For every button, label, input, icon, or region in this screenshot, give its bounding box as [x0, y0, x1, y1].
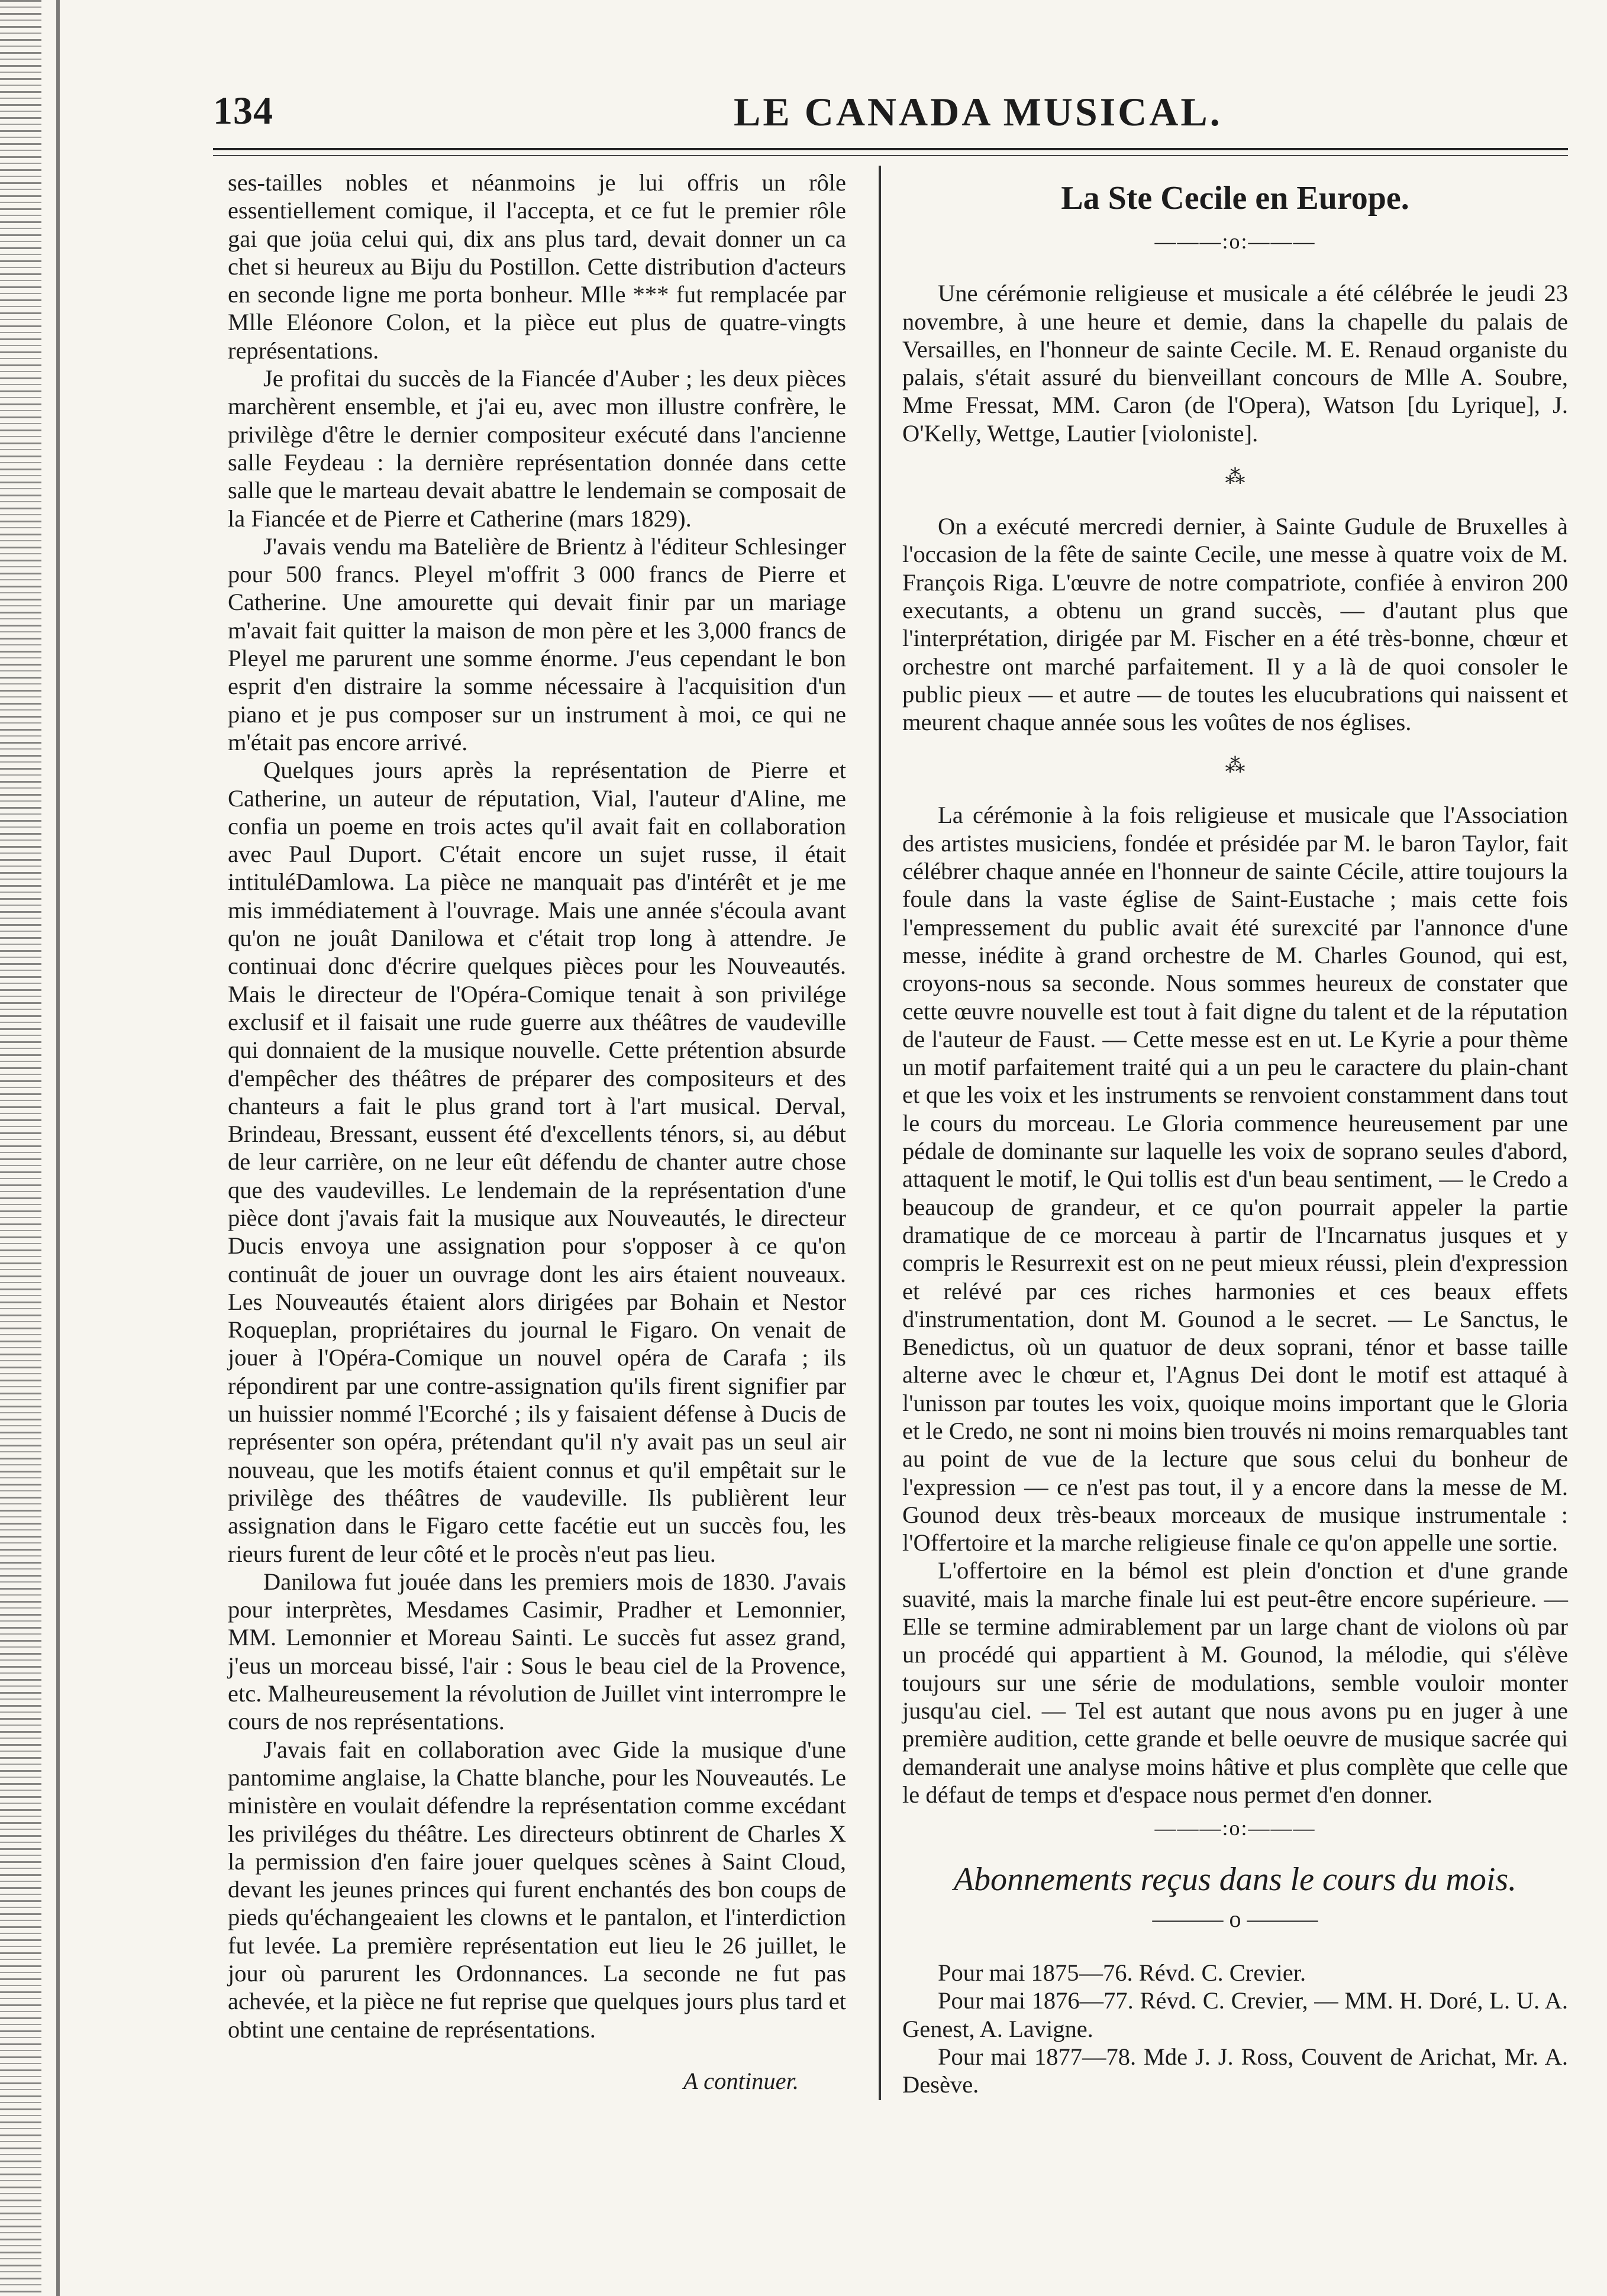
asterism: ⁂ — [1225, 755, 1245, 777]
subscription-entry: Pour mai 1875—76. Révd. C. Crevier. — [938, 1959, 1306, 1987]
subscription-entry: Pour mai 1877—78. Mde J. J. Ross, Couvent de Arichat, Mr. A. Desève. — [902, 2043, 1568, 2098]
paragraph: Je profitai du succès de la Fiancée d'Auber ; les deux pièces marchèrent ensemble, et j'ai eu, avec mon illustre confrère, le privilège d'être le dernier compositeur exécuté dans l'ancienne salle Feydeau : la dernière représentation donnée dans cette salle que le marteau devait abattre le lendemain se composait de la Fiancée et de Pierre et Catherine (mars 1829). — [228, 365, 846, 532]
subscription-entry: Pour mai 1876—77. Révd. C. Crevier, — MM. H. Doré, L. U. A. Genest, A. Lavigne. — [902, 1987, 1568, 2042]
paragraph: ses-tailles nobles et néanmoins je lui offris un rôle essentiellement comique, il l'accepta, et ce fut le premier rôle gai que joüa celui qui, dix ans plus tard, devait donner un ca chet si heureux au Biju du Postillon. Cette distribution d'acteurs en seconde ligne me porta bonheur. Mlle *** fut remplacée par Mlle Eléonore Colon, et la pièce eut plus de quatre-vingts représentations. — [228, 169, 846, 364]
paragraph: L'offertoire en la bémol est plein d'onction et d'une grande suavité, mais la marche finale lui est peut-être encore supérieure. — Elle se termine admirablement par un large chant de violons où par un procédé qui appartient à M. Gounod, la mélodie, qui s'élève toujours sur une série de modulations, semble vouloir monter jusqu'au ciel. — Tel est autant que nous avons pu en juger à une première audition, cette grande et belle oeuvre de musique sacrée qui demanderait une analyse moins hâtive et plus complète que celle que le défaut de temps et d'espace nous permet d'en donner. — [902, 1557, 1568, 1808]
page-number: 134 — [213, 89, 273, 133]
running-head — [213, 89, 1574, 136]
subscriptions-separator: ——— o ——— — [1152, 1905, 1318, 1932]
article-title: La Ste Cecile en Europe. — [1061, 180, 1409, 217]
journal-title: LE CANADA MUSICAL. — [734, 89, 1222, 134]
paragraph: J'avais fait en collaboration avec Gide la musique d'une pantomime anglaise, la Chatte blanche, pour les Nouveautés. Le ministère en voulait défendre la représentation comme excédant les priviléges du théâtre. Les directeurs obtinrent de Charles X la permission d'en faire jouer quelques scènes à Saint Cloud, devant les jeunes princes qui furent enchantés des bon coups de pieds qu'échangeaient les clowns et le pantalon, et l'interdiction fut levée. La première représentation eut lieu le 26 juillet, le jour où parurent les Ordonnances. La seconde ne fut pas achevée, et la pièce ne fut reprise que quelques jours plus tard et obtint une centaine de représentations. — [228, 1736, 846, 2043]
scan-binding-line — [56, 0, 60, 2296]
separator: ———:o:——— — [1154, 230, 1316, 253]
paragraph: La cérémonie à la fois religieuse et musicale que l'Association des artistes musiciens, fondée et présidée par M. le baron Taylor, fait célébrer chaque année en l'honneur de sainte Cécile, attire toujours la foule dans la vaste église de Saint-Eustache ; mais cette fois l'empressement du public avait été surexcité par l'annonce d'une messe, inédite à grand orchestre de M. Charles Gounod, qui est, croyons-nous sa seconde. Nous sommes heureux de constater que cette œuvre nouvelle est tout à fait digne du talent et de la réputation de l'auteur de Faust. — Cette messe est en ut. Le Kyrie a pour thème un motif parfaitement traité qui a un peu le caractere du plain-chant et que les voix et les instruments se renvoient constamment dans tout le cours du morceau. Le Gloria commence heureusement par une pédale de dominante sur laquelle les voix de soprano seules d'abord, attaquent le motif, le Qui tollis est d'un beau sentiment, — le Credo a beaucoup de grandeur, et ce qu'on pourrait appeler la partie dramatique de ce morceau à partir de l'Incarnatus jusques et y compris le Resurrexit est on ne peut mieux réussi, plein d'expression et relévé par ces riches harmonies et ces beaux effets d'instrumentation, dont M. Gounod a le secret. — Le Sanctus, le Benedictus, où un quatuor de deux soprani, ténor et basse taille alterne avec le chœur et, l'Agnus Dei dont le motif est attaqué à l'unisson par toutes les voix, quoique moins important que le Gloria et le Credo, ne sont ni moins bien trouvés ni moins remarquables tant au point de vue de la lecture que sous celui du bonheur de l'expression — ce n'est pas tout, il y a encore dans la messe de M. Gounod deux très-beaux morceaux de musique instrumentale : l'Offertoire et la marche religieuse finale ce qu'on appelle une sortie. — [902, 802, 1568, 1556]
paragraph: Une cérémonie religieuse et musicale a été célébrée le jeudi 23 novembre, à une heure et demie, dans la chapelle du palais de Versailles, en l'honneur de sainte Cecile. M. E. Renaud organiste du palais, s'était assuré du bienveillant concours de Mlle A. Soubre, Mme Fressat, MM. Caron (de l'Opera), Watson [du Lyrique], J. O'Kelly, Wettge, Lautier [violoniste]. — [902, 280, 1568, 447]
paragraph: J'avais vendu ma Batelière de Brientz à l'éditeur Schlesinger pour 500 francs. Pleyel m'offrit 3 000 francs de Pierre et Catherine. Une amourette qui devait finir par un mariage m'avait fait quitter la maison de mon père et les 3,000 francs de Pleyel me parurent une somme énorme. J'eus cependant le bon esprit d'en distraire la somme nécessaire à l'acquisition d'un piano et je pus composer sur un instrument à moi, ce qui ne m'était pas encore arrivé. — [228, 532, 846, 755]
paragraph: On a exécuté mercredi dernier, à Sainte Gudule de Bruxelles à l'occasion de la fête de sainte Cecile, une messe à quatre voix de M. François Riga. L'œuvre de notre compatriote, confiée à environ 200 executants, a obtenu un grand succès, — d'autant plus que l'interprétation, dirigée par M. Fischer en a été très-bonne, chœur et orchestre ont marché parfaitement. Il y a là de quoi consoler le public pieux — et autre — de toutes les elucubrations qui naissent et meurent chaque année sous les voûtes de nos églises. — [902, 513, 1568, 736]
paragraph: Quelques jours après la représentation de Pierre et Catherine, un auteur de réputation, Vial, l'auteur d'Aline, me confia un poeme en trois actes qu'il avait fait en collaboration avec Paul Duport. C'était encore un sujet russe, il était intituléDamlowa. La pièce ne manquait pas d'intérêt et je me mis immédiatement à l'ouvrage. Mais une année s'écoula avant qu'on ne jouât Danilowa et c'était trop long à attendre. Je continuai donc d'écrire quelques pièces pour les Nouveautés. Mais le directeur de l'Opéra-Comique tenait à son privilége exclusif et il faisait une rude guerre aux théâtres de vaudeville qui donnaient de la musique nouvelle. Cette prétention absurde d'empêcher des théâtres de préparer des compositeurs et des chanteurs a fait le plus grand tort à l'art musical. Derval, Brindeau, Bressant, eussent été d'excellents ténors, si, au début de leur carrière, on ne leur eût défendu de chanter autre chose que des vaudevilles. Le lendemain de la représentation d'une pièce dont j'avais fait la musique aux Nouveautés, le directeur Ducis envoya une assignation pour s'opposer à ce qu'on continuât de jouer un ouvrage dont les airs étaient nouveaux. Les Nouveautés étaient alors dirigées par Bohain et Nestor Roqueplan, propriétaires du journal le Figaro. On venait de jouer à l'Opéra-Comique un nouvel opéra de Carafa ; ils répondirent par une contre-assignation qu'ils firent signifier par un huissier nommé l'Ecorché ; ils y faisaient défense à Ducis de représenter son opéra, prétendant qu'il n'y avait pas un seul air nouveau, que les motifs étaient connus et qu'il empêtait sur le privilège des théâtres de vaudeville. Ils publièrent leur assignation dans le Figaro cette facétie eut un succès fou, les rieurs furent de leur côté et le procès n'eut pas lieu. — [228, 757, 846, 1567]
continued-note: A continuer. — [683, 2067, 799, 2094]
scan-binding-edge — [0, 0, 41, 2296]
subscriptions-title: Abonnements reçus dans le cours du mois. — [953, 1861, 1517, 1898]
separator: ———:o:——— — [1154, 1816, 1316, 1840]
left-column — [228, 169, 846, 2095]
right-column — [902, 169, 1568, 2099]
asterism: ⁂ — [1225, 466, 1245, 489]
header-rule — [213, 148, 1568, 156]
paragraph: Danilowa fut jouée dans les premiers mois de 1830. J'avais pour interprètes, Mesdames Casimir, Pradher et Lemonnier, MM. Lemonnier et Moreau Sainti. Le succès fut assez grand, j'eus un morceau bissé, l'air : Sous le beau ciel de la Provence, etc. Malheureusement la révolution de Juillet vint interrompre le cours de nos représentations. — [228, 1568, 846, 1735]
column-divider — [879, 166, 881, 2100]
